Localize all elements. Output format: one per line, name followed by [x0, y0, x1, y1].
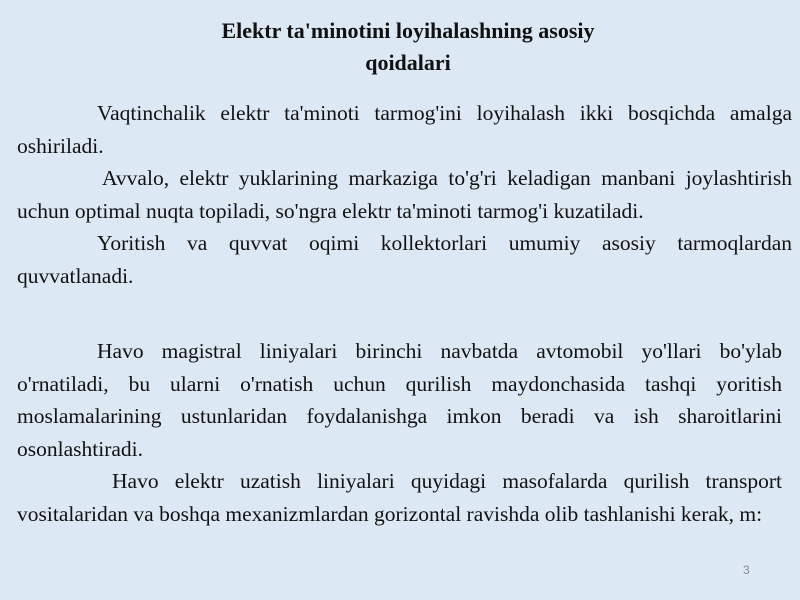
text-block-top: [17, 97, 792, 292]
text-block-bottom: [17, 335, 782, 530]
paragraph: Avvalo, elektr yuklarining markaziga to'g'ri keladigan manbani joylashtirish uchun optimal nuqta topiladi, so'ngra elektr ta'minoti tarmog'i kuzatiladi.: [17, 166, 792, 223]
paragraph: Yoritish va quvvat oqimi kollektorlari umumiy asosiy tarmoqlardan quvvatlanadi.: [17, 231, 792, 288]
paragraph: Havo magistral liniyalari birinchi navbatda avtomobil yo'llari bo'ylab o'rnatiladi, bu ularni o'rnatish uchun qurilish maydonchasida tashqi yoritish moslamalarining ustunlaridan foydalanishga imkon beradi va ish sharoitlarini osonlashtiradi.: [17, 339, 782, 461]
slide-title-line-2: qoidalari: [365, 50, 451, 75]
slide-title-line-1: Elektr ta'minotini loyihalashning asosiy: [221, 18, 595, 43]
slide-title: [0, 15, 800, 79]
paragraph: Vaqtinchalik elektr ta'minoti tarmog'ini loyihalash ikki bosqichda amalga oshiriladi.: [17, 101, 792, 158]
paragraph: Havo elektr uzatish liniyalari quyidagi masofalarda qurilish transport vositalaridan va boshqa mexanizmlardan gorizontal ravishda olib tashlanishi kerak, m:: [17, 469, 782, 526]
page-number: 3: [743, 563, 750, 577]
